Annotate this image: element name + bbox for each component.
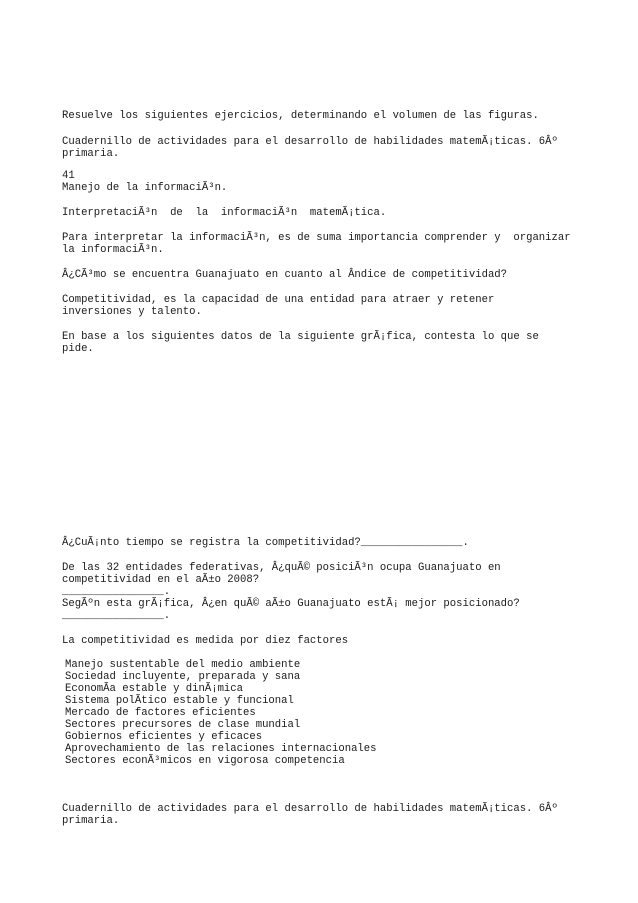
list-item: EconomÃa estable y dinÃ¡mica <box>65 683 244 695</box>
section-title: Manejo de la informaciÃ³n. <box>62 182 228 194</box>
booklet-footer-line-1: Cuadernillo de actividades para el desarrollo de habilidades matemÃ¡ticas. 6Âº <box>62 803 558 815</box>
list-item: Aprovechamiento de las relaciones internacionales <box>65 743 377 755</box>
question-time: Â¿CuÃ¡nto tiempo se registra la competitividad?________________. <box>62 537 469 549</box>
question-best-year: SegÃºn esta grÃ¡fica, Â¿en quÃ© aÃ±o Guanajuato estÃ¡ mejor posicionado? <box>62 598 520 610</box>
question-guanajuato: Â¿CÃ³mo se encuentra Guanajuato en cuanto al Ândice de competitividad? <box>62 269 508 281</box>
subtitle: InterpretaciÃ³n de la informaciÃ³n matemÃ¡tica. <box>62 207 387 219</box>
list-item: Manejo sustentable del medio ambiente <box>65 659 301 671</box>
booklet-footer-line-2: primaria. <box>62 815 120 827</box>
question-position: competitividad en el aÃ±o 2008? <box>62 574 260 586</box>
page-number: 41 <box>62 170 75 182</box>
list-item: Gobiernos eficientes y eficaces <box>65 731 263 743</box>
answer-blank: ________________. <box>62 610 171 622</box>
list-item: Mercado de factores eficientes <box>65 707 256 719</box>
paragraph-line: En base a los siguientes datos de la siguiente grÃ¡fica, contesta lo que se <box>62 331 539 343</box>
instruction-text: Resuelve los siguientes ejercicios, determinando el volumen de las figuras. <box>62 110 539 122</box>
factors-intro: La competitividad es medida por diez factores <box>62 635 349 647</box>
paragraph-line: Para interpretar la informaciÃ³n, es de suma importancia comprender y organizar <box>62 232 571 244</box>
paragraph-line: inversiones y talento. <box>62 306 202 318</box>
paragraph-line: pide. <box>62 343 94 355</box>
list-item: Sistema polÃtico estable y funcional <box>65 695 294 707</box>
answer-blank: ________________. <box>62 586 171 598</box>
list-item: Sectores precursores de clase mundial <box>65 719 301 731</box>
paragraph-line: Competitividad, es la capacidad de una entidad para atraer y retener <box>62 294 495 306</box>
booklet-header-line-2: primaria. <box>62 148 120 160</box>
question-position: De las 32 entidades federativas, Â¿quÃ© posiciÃ³n ocupa Guanajuato en <box>62 562 501 574</box>
list-item: Sectores econÃ³micos en vigorosa competencia <box>65 755 345 767</box>
list-item: Sociedad incluyente, preparada y sana <box>65 671 301 683</box>
booklet-header-line-1: Cuadernillo de actividades para el desarrollo de habilidades matemÃ¡ticas. 6Âº <box>62 136 558 148</box>
paragraph-line: la informaciÃ³n. <box>62 244 164 256</box>
